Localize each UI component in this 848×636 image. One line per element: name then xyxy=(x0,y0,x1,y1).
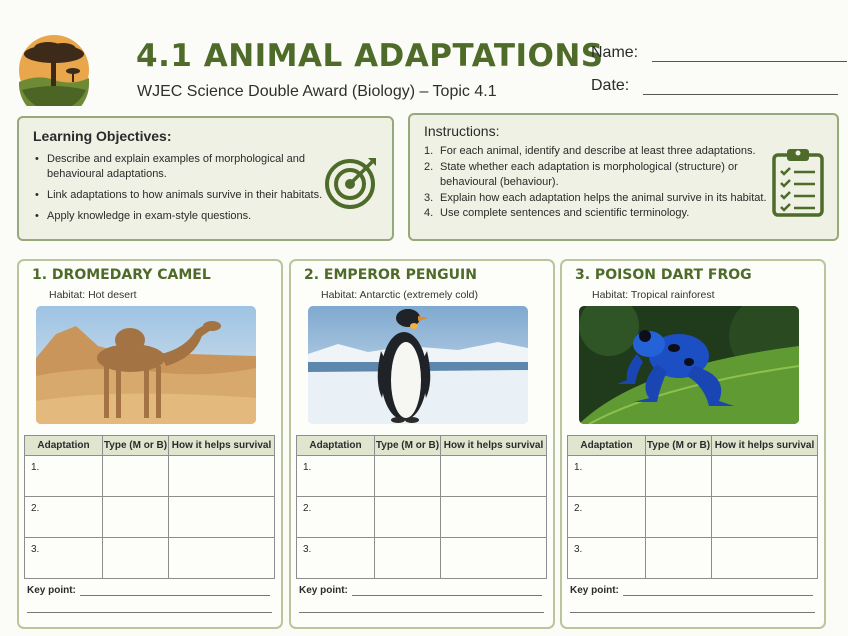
name-label: Name: xyxy=(591,44,639,61)
answer-cell[interactable]: 2. xyxy=(568,497,646,538)
answer-cell[interactable]: 2. xyxy=(25,497,103,538)
answer-cell[interactable] xyxy=(646,538,712,579)
adaptation-table xyxy=(296,435,547,579)
date-label: Date: xyxy=(591,77,630,94)
answer-cell[interactable]: 2. xyxy=(297,497,375,538)
instructions-panel xyxy=(408,113,839,241)
answer-cell[interactable] xyxy=(169,538,275,579)
animal-card-frog xyxy=(560,259,826,629)
adaptation-table xyxy=(24,435,275,579)
date-line[interactable] xyxy=(643,79,838,95)
answer-cell[interactable] xyxy=(103,497,169,538)
answer-cell[interactable] xyxy=(375,497,441,538)
key-point-label: Key point: xyxy=(27,585,76,596)
answer-cell[interactable] xyxy=(712,538,818,579)
instruction-number: 3. xyxy=(424,191,434,204)
key-point-line[interactable] xyxy=(623,586,813,596)
answer-cell[interactable] xyxy=(441,497,547,538)
instruction-number: 4. xyxy=(424,207,434,219)
column-header-survival: How it helps survival xyxy=(441,436,547,456)
key-point-line[interactable] xyxy=(80,586,270,596)
key-point-field[interactable] xyxy=(570,585,813,596)
objective-item: • Describe and explain examples of morphological and behavioural adaptations. xyxy=(33,152,323,182)
answer-cell[interactable] xyxy=(169,456,275,497)
objectives-heading: Learning Objectives: xyxy=(33,128,172,144)
answer-cell[interactable] xyxy=(441,538,547,579)
tree-logo-icon xyxy=(18,34,90,106)
objective-item: • Apply knowledge in exam-style questions. xyxy=(33,209,323,224)
key-point-field[interactable] xyxy=(27,585,270,596)
key-point-extra-line[interactable] xyxy=(299,612,544,613)
table-row xyxy=(25,497,275,538)
answer-cell[interactable] xyxy=(169,497,275,538)
adaptation-table xyxy=(567,435,818,579)
answer-cell[interactable]: 1. xyxy=(568,456,646,497)
animal-habitat: Habitat: Tropical rainforest xyxy=(592,289,715,301)
column-header-adaptation: Adaptation xyxy=(297,436,375,456)
answer-cell[interactable] xyxy=(712,497,818,538)
instruction-text: For each animal, identify and describe at least three adaptations. xyxy=(440,145,756,157)
animal-title: 2. EMPEROR PENGUIN xyxy=(304,267,477,283)
answer-cell[interactable]: 3. xyxy=(25,538,103,579)
animal-habitat: Habitat: Hot desert xyxy=(49,289,137,301)
key-point-extra-line[interactable] xyxy=(27,612,272,613)
column-header-survival: How it helps survival xyxy=(712,436,818,456)
instruction-number: 2. xyxy=(424,160,434,173)
camel-image xyxy=(36,306,256,424)
animal-card-camel xyxy=(17,259,283,629)
instruction-item xyxy=(424,206,769,222)
answer-cell[interactable] xyxy=(375,456,441,497)
page-title: 4.1 ANIMAL ADAPTATIONS xyxy=(136,38,604,74)
table-row xyxy=(25,456,275,497)
animal-title: 3. POISON DART FROG xyxy=(575,267,752,283)
table-row xyxy=(568,538,818,579)
key-point-field[interactable] xyxy=(299,585,542,596)
animal-title: 1. DROMEDARY CAMEL xyxy=(32,267,211,283)
animal-habitat: Habitat: Antarctic (extremely cold) xyxy=(321,289,478,301)
key-point-line[interactable] xyxy=(352,586,542,596)
instruction-text: State whether each adaptation is morphological (structure) or behavioural (behaviour). xyxy=(440,160,738,188)
target-icon xyxy=(324,154,380,210)
instruction-text: Explain how each adaptation helps the animal survive in its habitat. xyxy=(440,191,767,204)
table-row xyxy=(568,497,818,538)
answer-cell[interactable] xyxy=(375,538,441,579)
table-row xyxy=(297,538,547,579)
answer-cell[interactable] xyxy=(646,456,712,497)
answer-cell[interactable]: 1. xyxy=(297,456,375,497)
name-field[interactable] xyxy=(591,44,847,62)
answer-cell[interactable] xyxy=(103,538,169,579)
column-header-adaptation: Adaptation xyxy=(568,436,646,456)
answer-cell[interactable] xyxy=(103,456,169,497)
clipboard-checklist-icon xyxy=(771,145,825,219)
instruction-item xyxy=(424,160,769,191)
column-header-type: Type (M or B) xyxy=(646,436,712,456)
table-row xyxy=(568,456,818,497)
key-point-label: Key point: xyxy=(299,585,348,596)
answer-cell[interactable]: 1. xyxy=(25,456,103,497)
table-row xyxy=(25,538,275,579)
answer-cell[interactable] xyxy=(646,497,712,538)
column-header-adaptation: Adaptation xyxy=(25,436,103,456)
table-row xyxy=(297,497,547,538)
table-row xyxy=(297,456,547,497)
column-header-type: Type (M or B) xyxy=(375,436,441,456)
objective-item: • Link adaptations to how animals survive in their habitats. xyxy=(33,188,323,203)
answer-cell[interactable] xyxy=(712,456,818,497)
instructions-list xyxy=(424,144,769,222)
page-subtitle: WJEC Science Double Award (Biology) – Topic 4.1 xyxy=(137,83,497,100)
column-header-survival: How it helps survival xyxy=(169,436,275,456)
answer-cell[interactable]: 3. xyxy=(568,538,646,579)
answer-cell[interactable]: 3. xyxy=(297,538,375,579)
key-point-extra-line[interactable] xyxy=(570,612,815,613)
instructions-heading: Instructions: xyxy=(424,123,500,139)
instruction-text: Use complete sentences and scientific terminology. xyxy=(440,207,690,219)
name-line[interactable] xyxy=(652,46,847,62)
animal-card-penguin xyxy=(289,259,555,629)
frog-image xyxy=(579,306,799,424)
learning-objectives-panel xyxy=(17,116,394,241)
date-field[interactable] xyxy=(591,77,838,95)
instruction-item xyxy=(424,191,769,207)
answer-cell[interactable] xyxy=(441,456,547,497)
objectives-list xyxy=(33,152,323,224)
instruction-item xyxy=(424,144,769,160)
penguin-image xyxy=(308,306,528,424)
instruction-number: 1. xyxy=(424,145,434,157)
key-point-label: Key point: xyxy=(570,585,619,596)
column-header-type: Type (M or B) xyxy=(103,436,169,456)
